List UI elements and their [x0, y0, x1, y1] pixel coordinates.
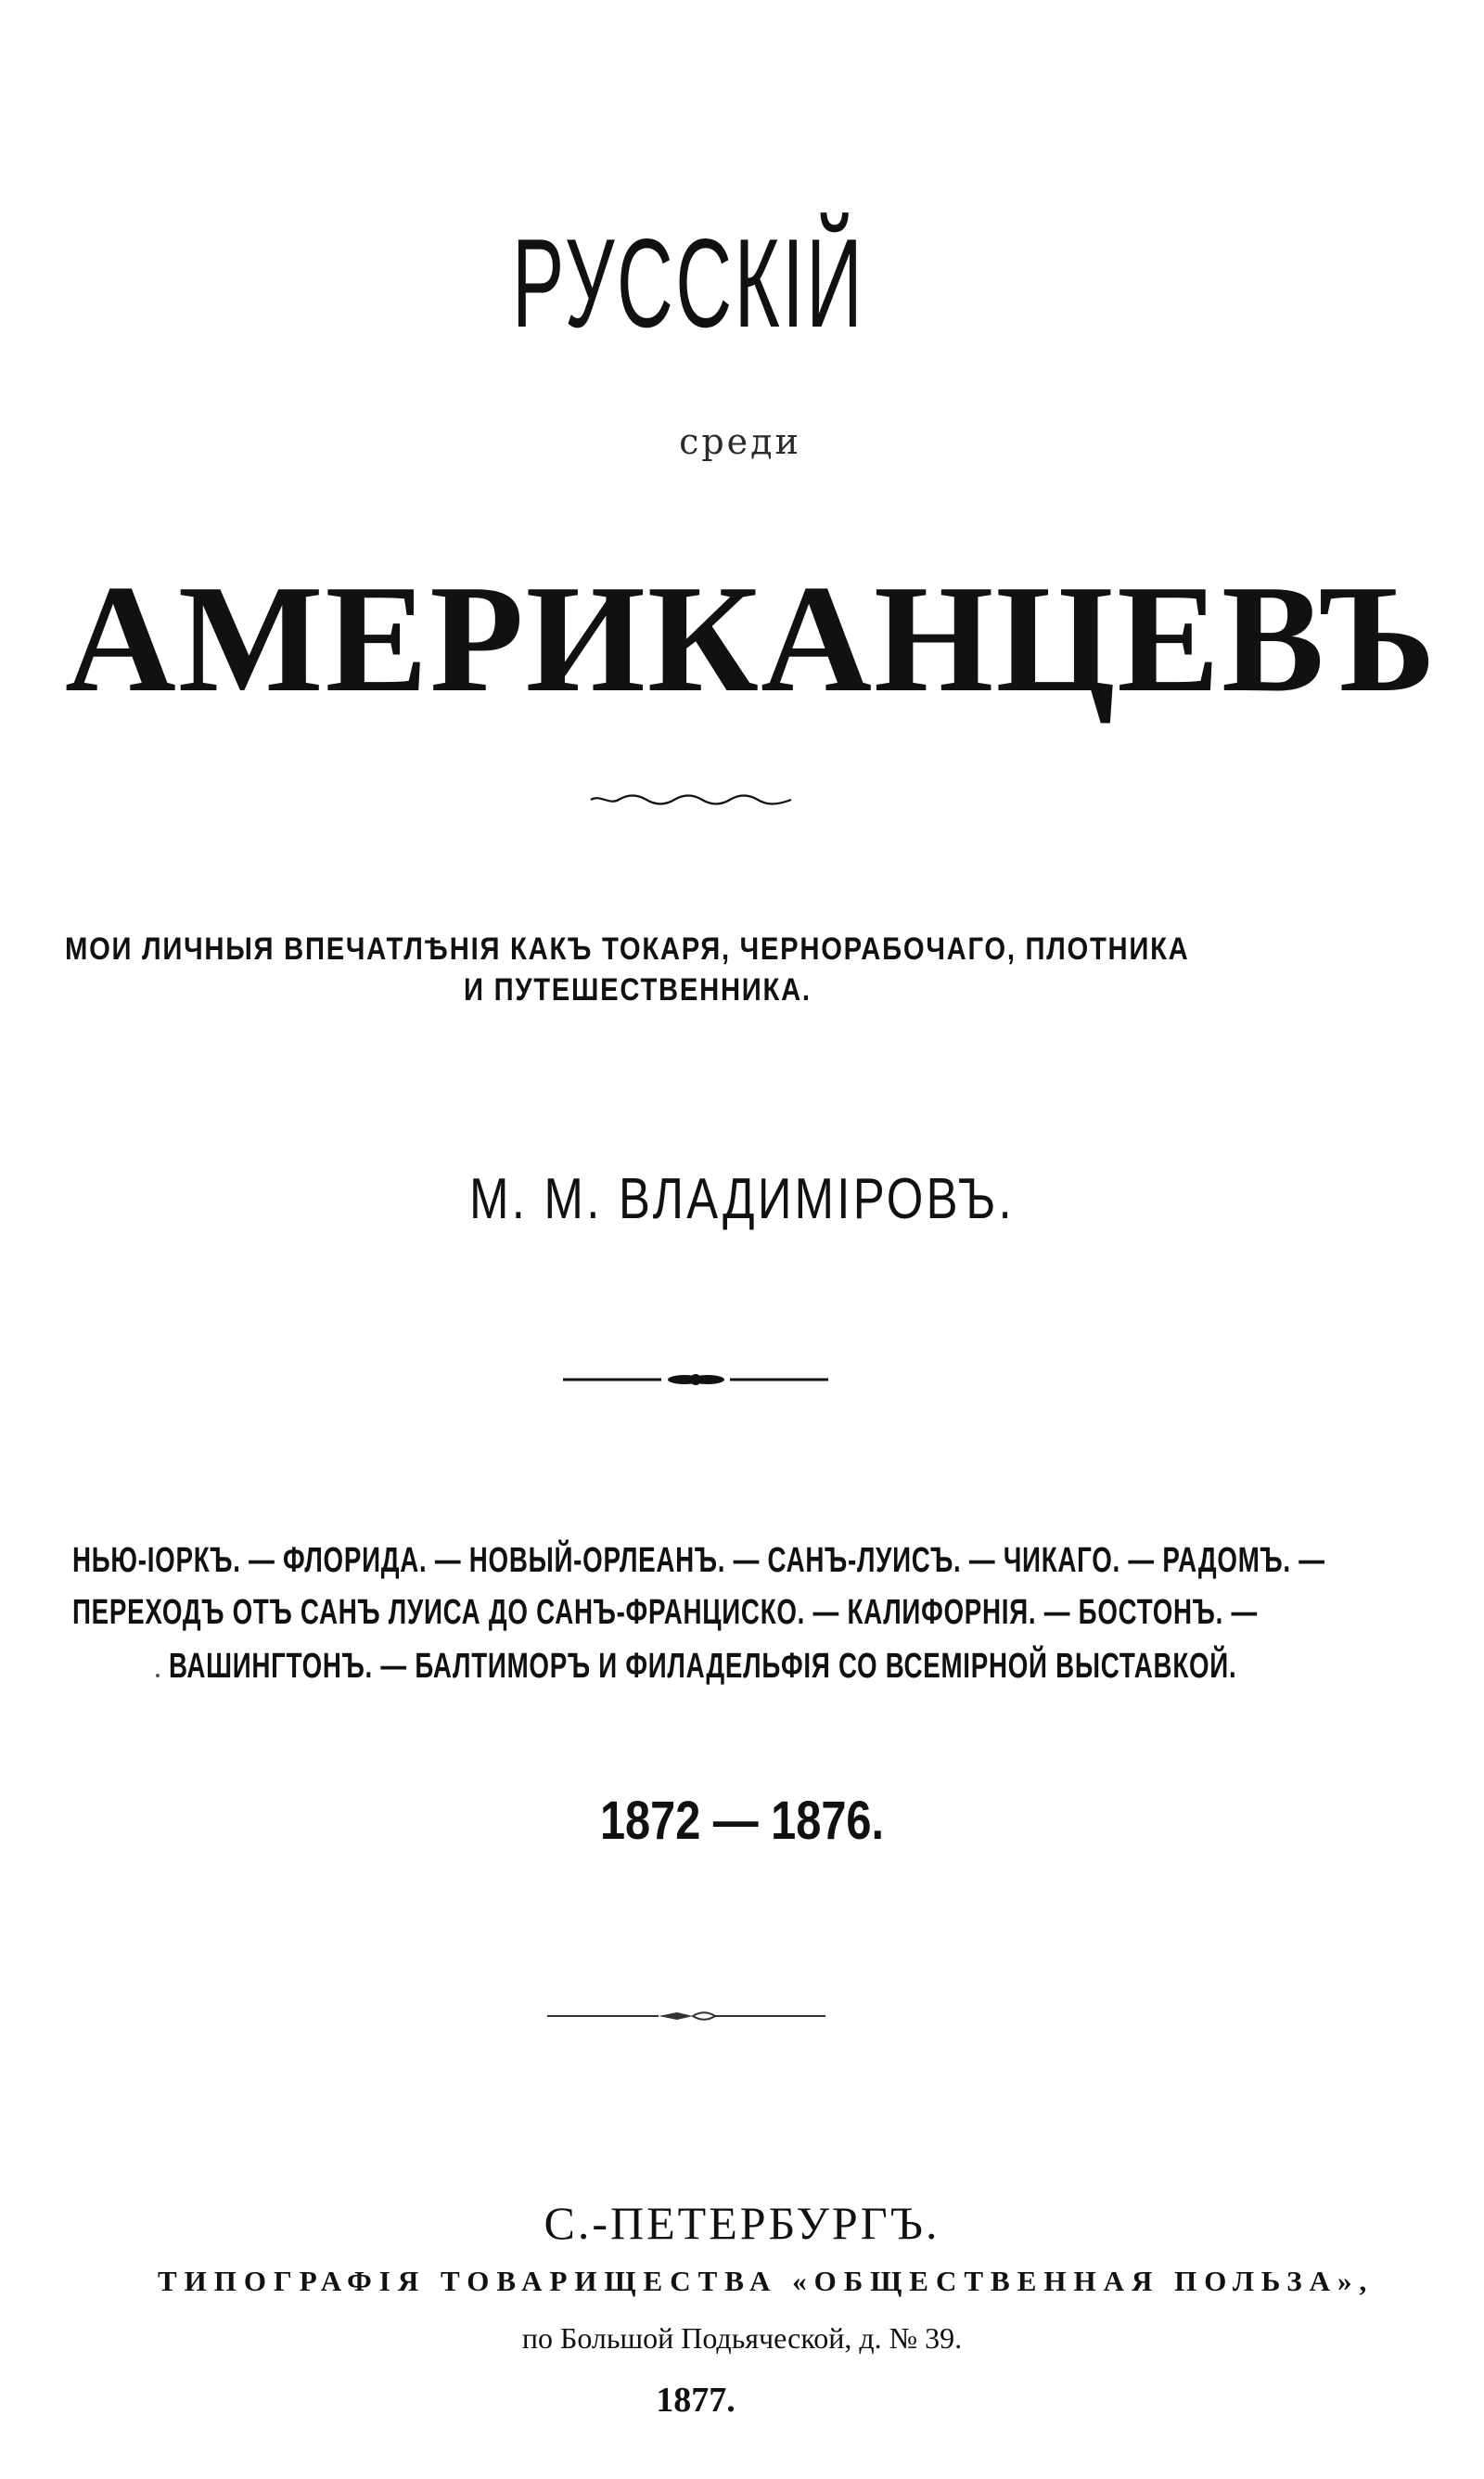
subtitle-line-1: МОИ ЛИЧНЫЯ ВПЕЧАТЛѢНІЯ КАКЪ ТОКАРЯ, ЧЕРНОРАБОЧАГО, ПЛОТНИКА	[65, 931, 1190, 967]
title-line-amerikantsev: АМЕРИКАНЦЕВЪ	[65, 553, 1438, 724]
imprint-printer: ТИПОГРАФІЯ ТОВАРИЩЕСТВА «ОБЩЕСТВЕННАЯ ПОЛЬЗА»,	[158, 2265, 1375, 2297]
title-line-russkiy: РУССКІЙ	[512, 212, 865, 353]
cities-line-2: ПЕРЕХОДЪ ОТЪ САНЪ ЛУИСА ДО САНЪ-ФРАНЦИСКО. — КАЛИФОРНІЯ. — БОСТОНЪ. —	[72, 1593, 1258, 1632]
publication-year: 1877.	[656, 2381, 736, 2420]
subtitle-line-2: И ПУТЕШЕСТВЕННИКА.	[464, 972, 812, 1008]
cities-line-3: ВАШИНГТОНЪ. — БАЛТИМОРЪ И ФИЛАДЕЛЬФІЯ СО ВСЕМІРНОЙ ВЫСТАВКОЙ.	[169, 1647, 1237, 1686]
ornamental-rule	[561, 1369, 830, 1390]
cities-line-1: НЬЮ-ІОРКЪ. — ФЛОРИДА. — НОВЫЙ-ОРЛЕАНЪ. — САНЪ-ЛУИСЪ. — ЧИКАГО. — РАДОМЪ. —	[72, 1541, 1325, 1580]
title-line-sredi: среди	[679, 421, 801, 462]
imprint-city: С.-ПЕТЕРБУРГЪ.	[544, 2197, 940, 2249]
author-name: М. М. ВЛАДИМІРОВЪ.	[469, 1167, 1015, 1231]
travel-years: 1872 — 1876.	[599, 1791, 885, 1851]
wavy-divider-ornament	[589, 790, 793, 809]
imprint-address: по Большой Подьяческой, д. № 39.	[521, 2321, 963, 2355]
decorative-line-ornament	[543, 2006, 830, 2026]
print-speck	[156, 1674, 160, 1677]
